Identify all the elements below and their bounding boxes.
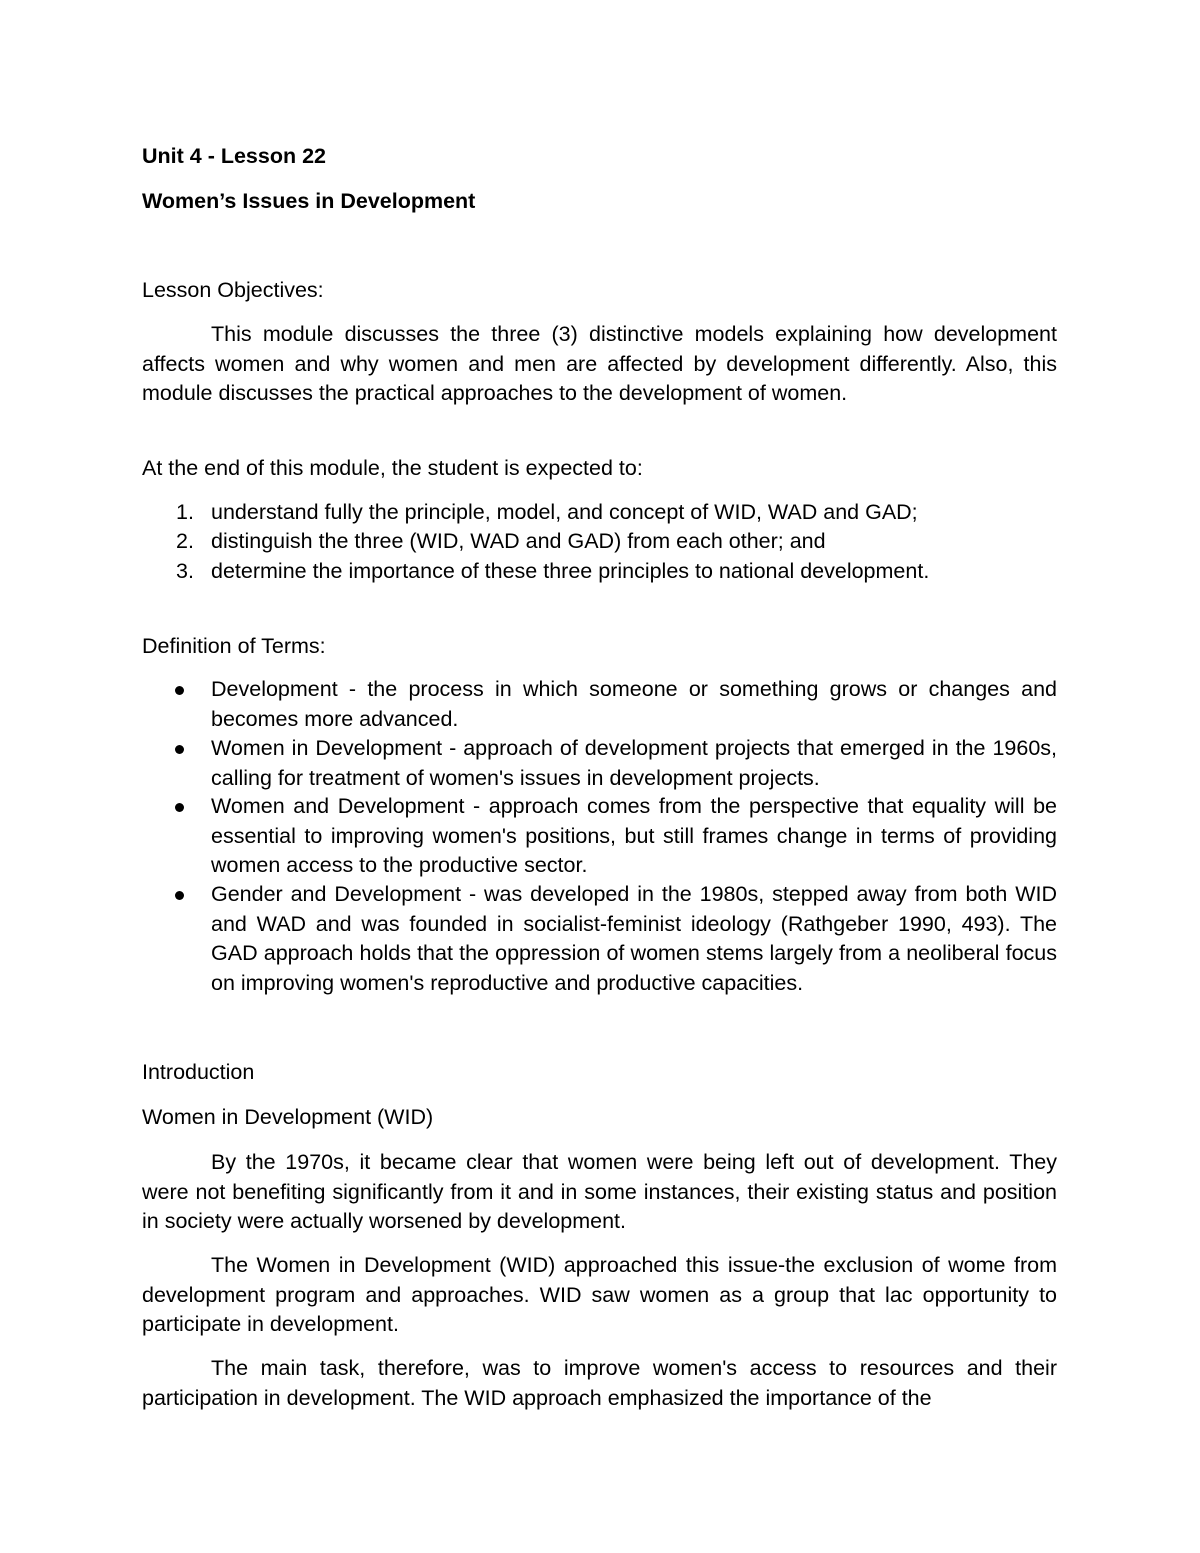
definition-text: Women and Development - approach comes from the perspective that equality will be essential to improving women's positions, but still frames change in terms of providing women access to the productive sector.: [211, 794, 1057, 877]
objective-text: understand fully the principle, model, and concept of WID, WAD and GAD;: [211, 500, 918, 524]
objective-text: distinguish the three (WID, WAD and GAD) from each other; and: [211, 529, 826, 553]
objectives-lead: At the end of this module, the student is expected to:: [142, 456, 643, 480]
definitions-heading: Definition of Terms:: [142, 634, 326, 658]
bullet-icon: [175, 745, 184, 754]
objectives-heading: Lesson Objectives:: [142, 278, 324, 302]
objective-number: 2.: [176, 529, 194, 553]
intro-paragraph: The main task, therefore, was to improve women's access to resources and their participation in development. The WID approach emphasized the importance of the: [142, 1356, 1057, 1410]
intro-paragraph: The Women in Development (WID) approached this issue-the exclusion of wome from development program and approaches. WID saw women as a group that lac opportunity to participate in development.: [142, 1253, 1057, 1336]
intro-paragraph: By the 1970s, it became clear that women were being left out of development. They were not benefiting significantly from it and in some instances, their existing status and position in society were actually worsened by development.: [142, 1150, 1057, 1233]
bullet-icon: [175, 891, 184, 900]
introduction-heading: Introduction: [142, 1060, 255, 1084]
unit-title: Unit 4 - Lesson 22: [142, 144, 326, 168]
lesson-title: Women’s Issues in Development: [142, 189, 476, 213]
objectives-paragraph: This module discusses the three (3) distinctive models explaining how development affects women and why women and men are affected by development differently. Also, this module discusses the practical approaches to the development of women.: [142, 322, 1057, 405]
definition-text: Development - the process in which someone or something grows or changes and becomes more advanced.: [211, 677, 1057, 731]
bullet-icon: [175, 803, 184, 812]
objective-text: determine the importance of these three principles to national development.: [211, 559, 930, 583]
objective-number: 1.: [176, 500, 194, 524]
objective-number: 3.: [176, 559, 194, 583]
definition-text: Women in Development - approach of development projects that emerged in the 1960s, calling for treatment of women's issues in development projects.: [211, 736, 1057, 790]
definition-text: Gender and Development - was developed in the 1980s, stepped away from both WID and WAD and was founded in socialist-feminist ideology (Rathgeber 1990, 493). The GAD approach holds that the oppression of women stems largely from a neoliberal focus on improving women's reproductive and productive capacities.: [211, 882, 1057, 995]
bullet-icon: [175, 686, 184, 695]
wid-subheading: Women in Development (WID): [142, 1105, 434, 1129]
